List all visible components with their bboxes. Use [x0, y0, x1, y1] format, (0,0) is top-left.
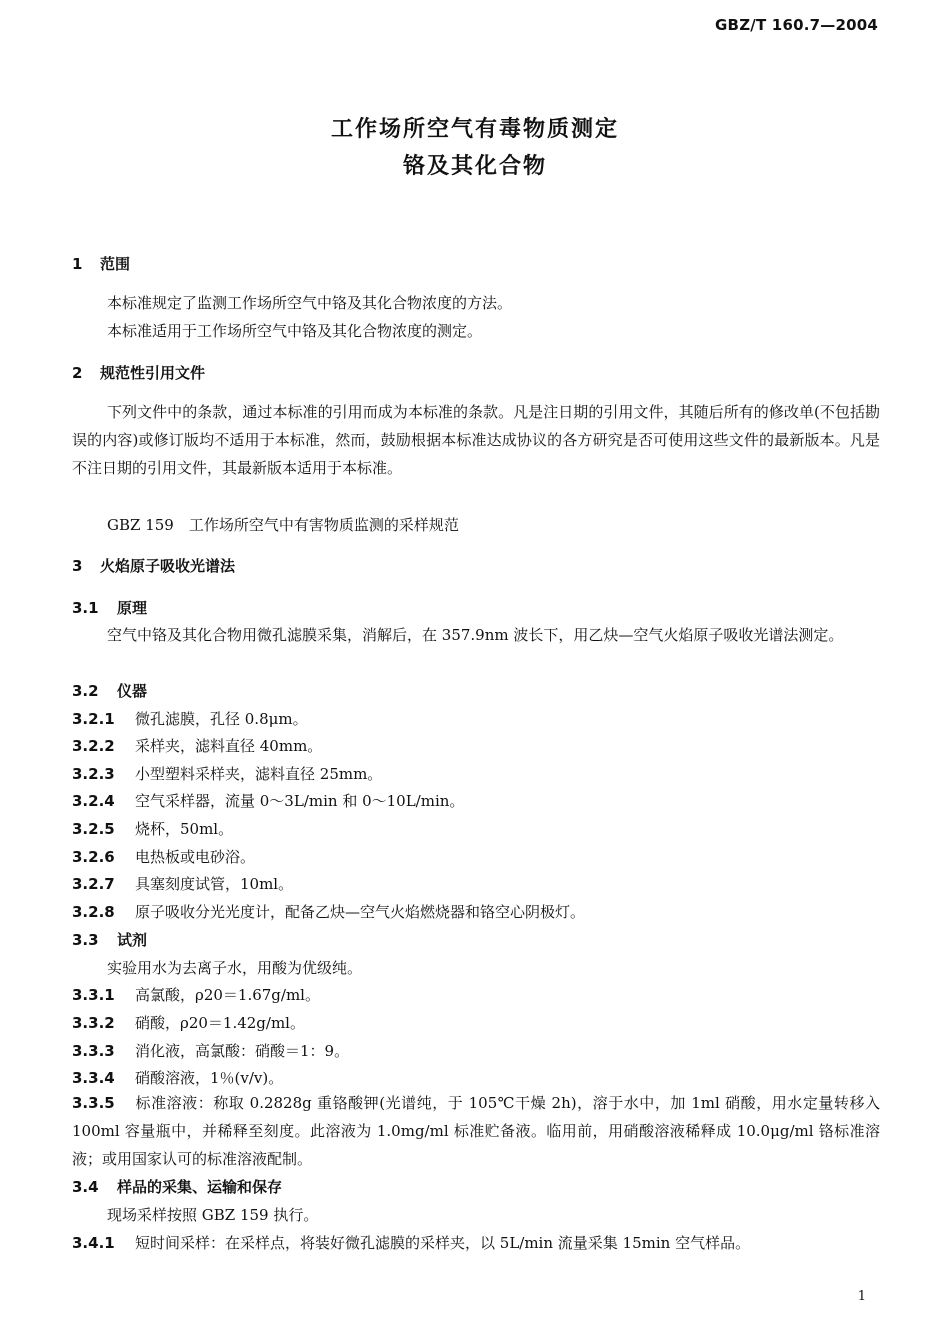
list-item — [72, 790, 464, 811]
section-title: 范围 — [100, 255, 131, 273]
item-number: 3.3.1 — [72, 986, 115, 1004]
principle-paragraph: 空气中铬及其化合物用微孔滤膜采集，消解后，在 357.9nm 波长下，用乙炔—空气火焰原子吸收光谱法测定。 — [107, 626, 844, 644]
item-text: 原子吸收分光光度计，配备乙炔—空气火焰燃烧器和铬空心阴极灯。 — [135, 903, 586, 921]
item-text: 电热板或电砂浴。 — [135, 848, 256, 866]
item-number: 3.2.4 — [72, 792, 115, 810]
reference-gbz159: GBZ 159 工作场所空气中有害物质监测的采样规范 — [107, 516, 459, 534]
item-number: 3.2.3 — [72, 765, 115, 783]
item-number: 3.3.5 — [72, 1094, 115, 1112]
section-title: 样品的采集、运输和保存 — [117, 1178, 283, 1196]
item-number: 3.2.2 — [72, 737, 115, 755]
item-text: 小型塑料采样夹，滤料直径 25mm。 — [135, 765, 383, 783]
list-item — [72, 1067, 283, 1088]
item-number: 3.3.2 — [72, 1014, 115, 1032]
scope-paragraph-1: 本标准规定了监测工作场所空气中铬及其化合物浓度的方法。 — [107, 294, 513, 312]
item-text: 空气采样器，流量 0～3L/min 和 0～10L/min。 — [135, 792, 465, 810]
list-item — [72, 1040, 349, 1061]
list-item — [72, 984, 320, 1005]
document-title: 工作场所空气有毒物质测定 — [330, 117, 619, 142]
section-number: 3.4 — [72, 1178, 99, 1196]
item-text: 标准溶液：称取 0.2828g 重铬酸钾(光谱纯，于 105℃干燥 2h)，溶于水中，加 1ml 硝酸，用水定量转移入 100ml 容量瓶中，并稀释至刻度。此溶液为 1.0mg/ml 标准贮备液。临用前，用硝酸溶液稀释成 10.0μg/ml 铬标准溶液；或用国家认可的标准溶液配制。 — [72, 1094, 880, 1168]
sampling-intro: 现场采样按照 GBZ 159 执行。 — [107, 1206, 319, 1224]
section-3-1-heading — [72, 597, 147, 618]
page-number: 1 — [857, 1289, 866, 1304]
standard-number: GBZ/T 160.7—2004 — [715, 16, 878, 34]
section-3-heading — [72, 555, 235, 576]
section-3-2-heading — [72, 680, 147, 701]
item-number: 3.2.6 — [72, 848, 115, 866]
references-paragraph: 下列文件中的条款，通过本标准的引用而成为本标准的条款。凡是注日期的引用文件，其随后所有的修改单(不包括勘误的内容)或修订版均不适用于本标准，然而，鼓励根据本标准达成协议的各方研究是否可使用这些文件的最新版本。凡是不注日期的引用文件，其最新版本适用于本标准。 — [72, 403, 880, 477]
section-number: 3.1 — [72, 599, 99, 617]
document-subtitle: 铬及其化合物 — [402, 154, 547, 179]
item-number: 3.3.4 — [72, 1069, 115, 1087]
section-3-4-heading — [72, 1176, 282, 1197]
section-title: 试剂 — [117, 931, 148, 949]
item-number: 3.2.7 — [72, 875, 115, 893]
item-number: 3.2.5 — [72, 820, 115, 838]
section-number: 3 — [72, 557, 83, 575]
section-number: 1 — [72, 255, 83, 273]
item-text: 微孔滤膜，孔径 0.8μm。 — [135, 710, 308, 728]
reagents-intro: 实验用水为去离子水，用酸为优级纯。 — [107, 959, 363, 977]
section-3-3-heading — [72, 929, 147, 950]
section-title: 火焰原子吸收光谱法 — [100, 557, 236, 575]
list-item — [72, 1232, 750, 1253]
section-number: 3.2 — [72, 682, 99, 700]
item-text: 具塞刻度试管，10ml。 — [135, 875, 294, 893]
item-text: 消化液，高氯酸：硝酸＝1：9。 — [135, 1042, 350, 1060]
list-item — [72, 846, 255, 867]
list-item — [72, 901, 585, 922]
scope-paragraph-2: 本标准适用于工作场所空气中铬及其化合物浓度的测定。 — [107, 322, 483, 340]
list-item — [72, 873, 293, 894]
item-text: 硝酸，ρ20＝1.42g/ml。 — [135, 1014, 305, 1032]
list-item — [72, 735, 322, 756]
list-item — [72, 1089, 880, 1173]
item-number: 3.2.1 — [72, 710, 115, 728]
item-text: 高氯酸，ρ20＝1.67g/ml。 — [135, 986, 320, 1004]
section-number: 3.3 — [72, 931, 99, 949]
list-item — [72, 763, 382, 784]
section-title: 原理 — [117, 599, 148, 617]
section-title: 仪器 — [117, 682, 148, 700]
item-text: 短时间采样：在采样点，将装好微孔滤膜的采样夹，以 5L/min 流量采集 15min 空气样品。 — [135, 1234, 751, 1252]
list-item — [72, 708, 308, 729]
item-number: 3.2.8 — [72, 903, 115, 921]
item-number: 3.4.1 — [72, 1234, 115, 1252]
item-number: 3.3.3 — [72, 1042, 115, 1060]
item-text: 硝酸溶液，1％(v/v)。 — [135, 1069, 284, 1087]
section-number: 2 — [72, 364, 83, 382]
section-title: 规范性引用文件 — [100, 364, 206, 382]
item-text: 烧杯，50ml。 — [135, 820, 234, 838]
section-1-heading — [72, 253, 130, 274]
list-item — [72, 1012, 305, 1033]
list-item — [72, 818, 233, 839]
section-2-heading — [72, 362, 205, 383]
item-text: 采样夹，滤料直径 40mm。 — [135, 737, 323, 755]
